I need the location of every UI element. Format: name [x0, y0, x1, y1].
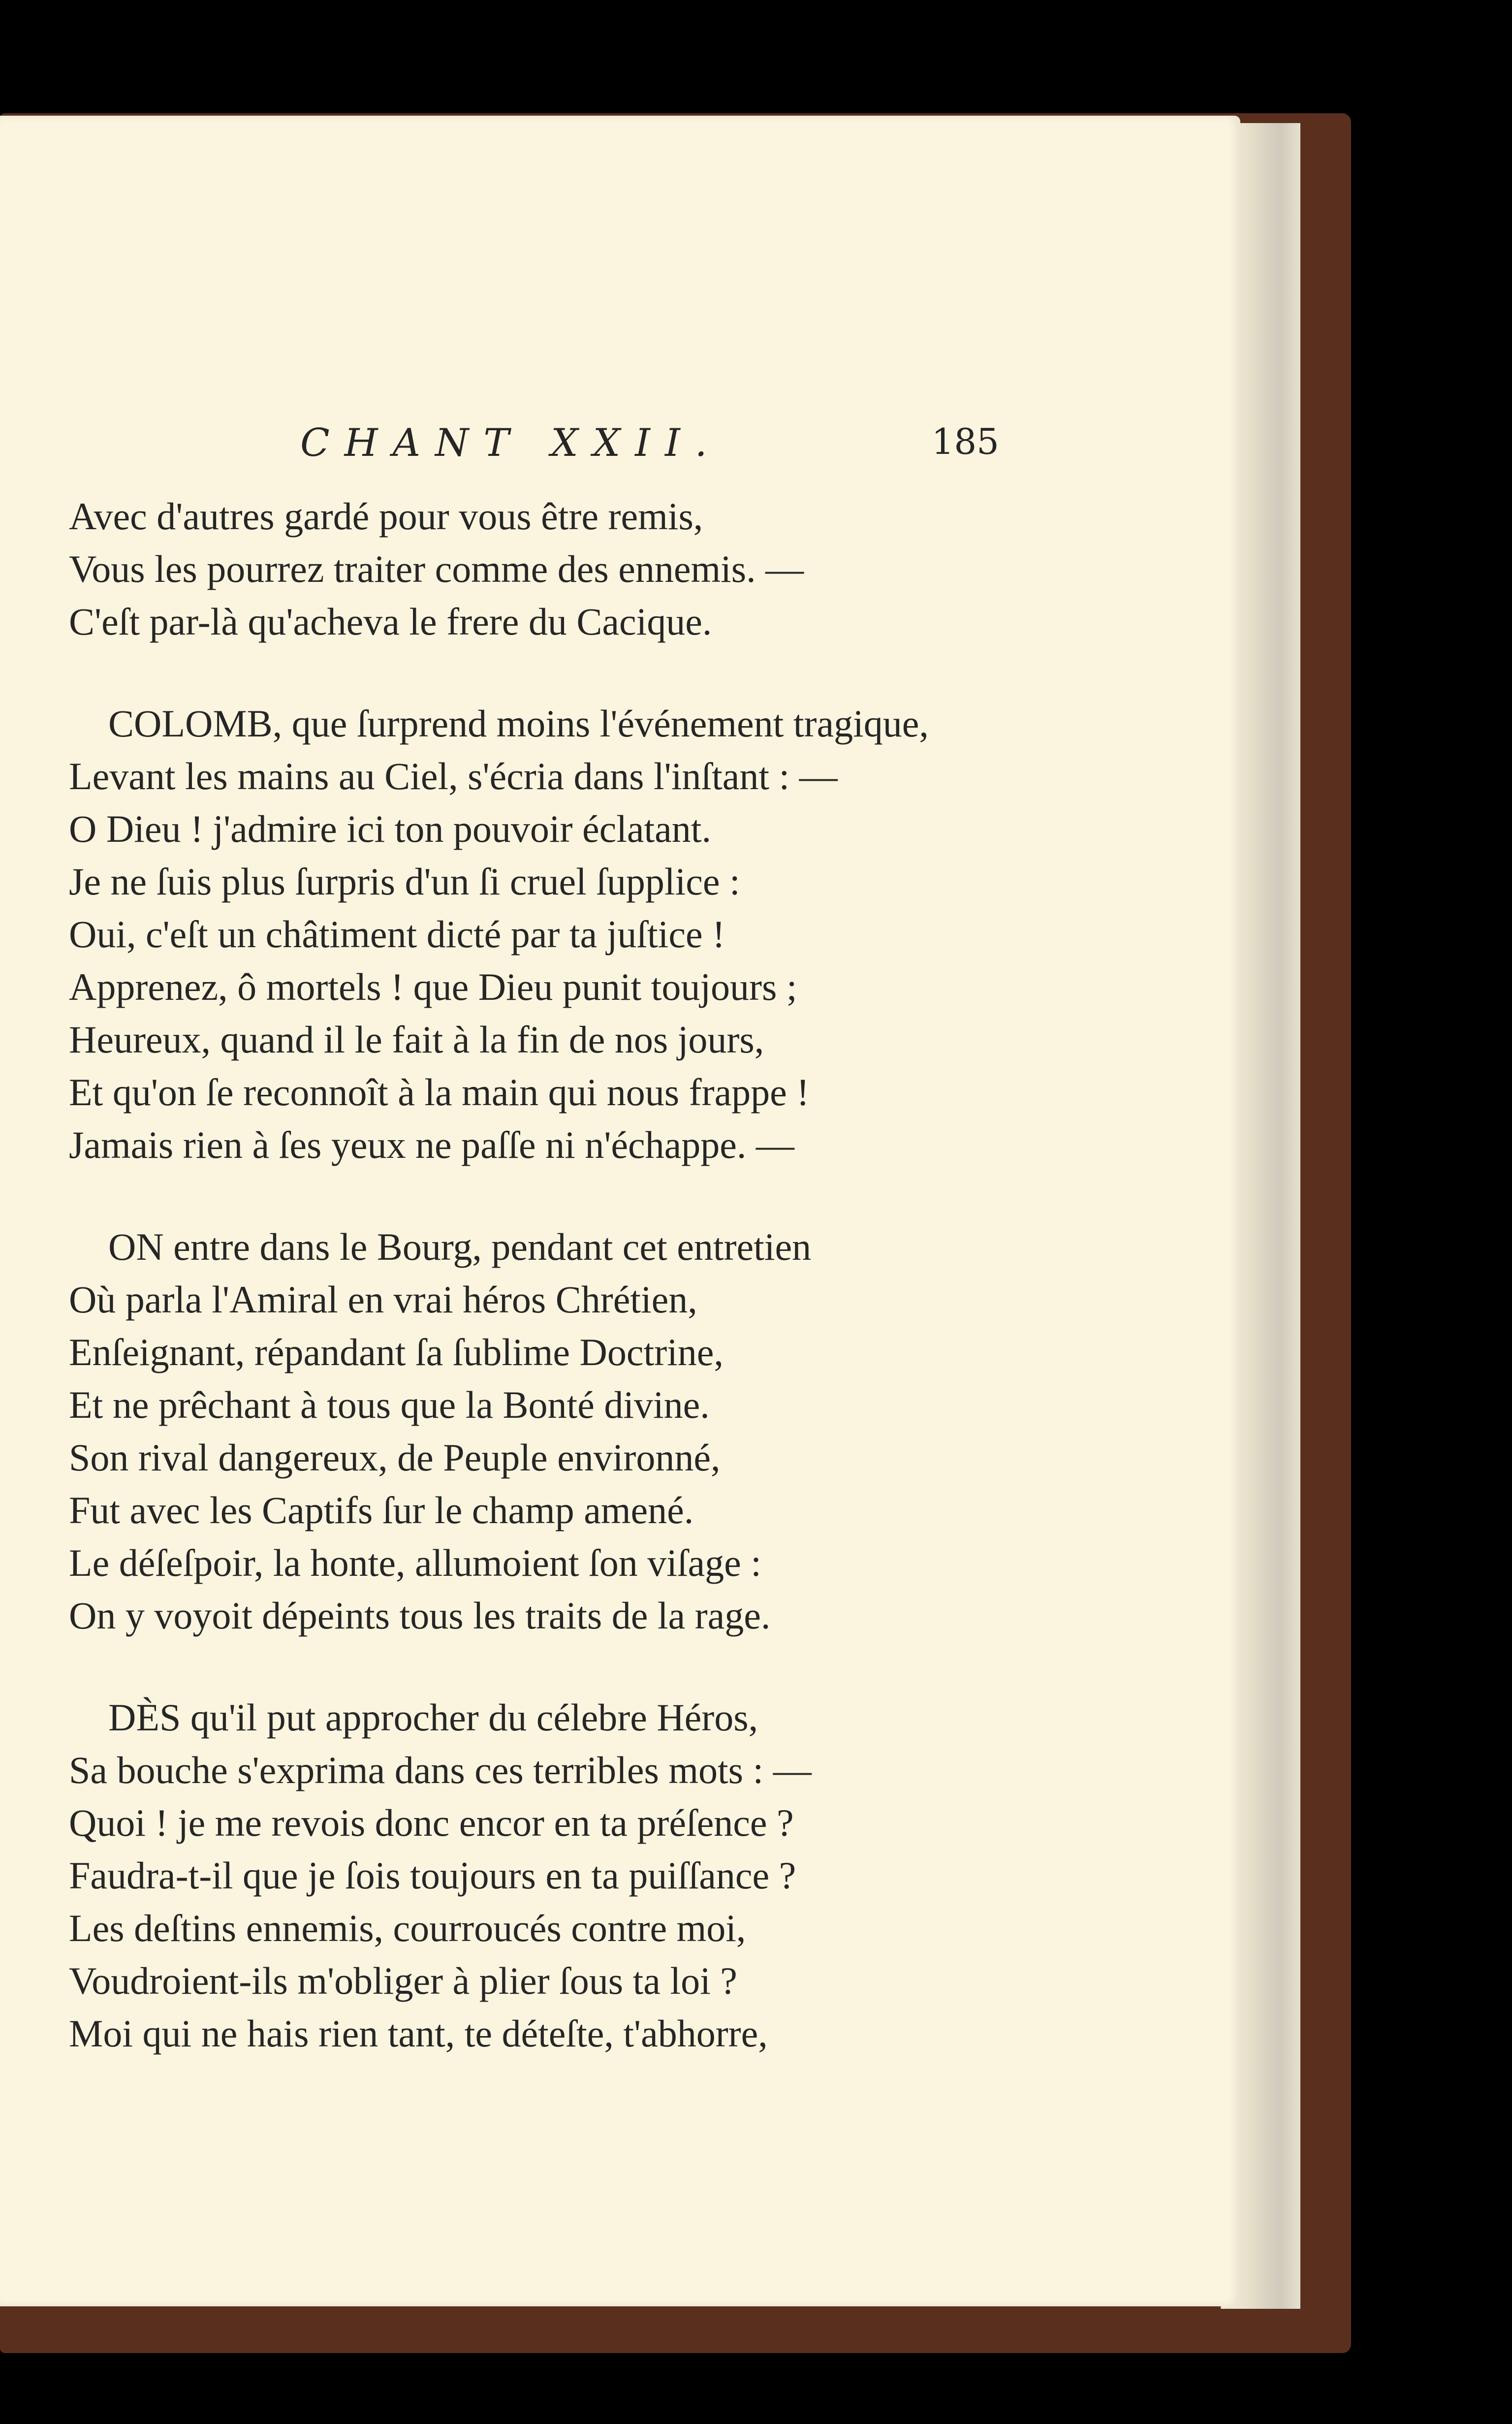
stanza: [69, 1220, 1004, 1642]
verse-line: On y voyoit dépeints tous les traits de la rage.: [69, 1594, 771, 1637]
verse-line: Moi qui ne hais rien tant, te déteſte, t'abhorre,: [69, 2012, 768, 2055]
verse-line: Je ne ſuis plus ſurpris d'un ſi cruel ſupplice :: [69, 860, 740, 903]
poem-text: [69, 490, 1004, 2109]
verse-line: Et qu'on ſe reconnoît à la main qui nous frappe !: [69, 1071, 810, 1114]
verse-line: Jamais rien à ſes yeux ne paſſe ni n'échappe. —: [69, 1123, 794, 1166]
verse-line: COLOMB, que ſurprend moins l'événement tragique,: [108, 702, 929, 745]
verse-line: ON entre dans le Bourg, pendant cet entretien: [108, 1225, 812, 1268]
verse-line: Et ne prêchant à tous que la Bonté divine.: [69, 1383, 710, 1426]
verse-line: Où parla l'Amiral en vrai héros Chrétien,: [69, 1278, 697, 1321]
verse-line: Faudra-t-il que je ſois toujours en ta puiſſance ?: [69, 1854, 796, 1897]
verse-line: DÈS qu'il put approcher du célebre Héros,: [108, 1696, 758, 1739]
verse-line: Enſeignant, répandant ſa ſublime Doctrine,: [69, 1331, 724, 1373]
verse-line: Fut avec les Captifs ſur le champ amené.: [69, 1489, 694, 1531]
stanza: [69, 697, 1004, 1171]
stanza: [69, 490, 1004, 648]
page-number: 185: [931, 421, 999, 462]
verse-line: Oui, c'eſt un châtiment dicté par ta juſtice !: [69, 913, 725, 956]
verse-line: Les deſtins ennemis, courroucés contre moi,: [69, 1907, 746, 1949]
verse-line: Le déſeſpoir, la honte, allumoient ſon viſage :: [69, 1541, 761, 1584]
verse-line: C'eſt par-là qu'acheva le frere du Cacique.: [69, 600, 712, 643]
verse-line: Apprenez, ô mortels ! que Dieu punit toujours ;: [69, 965, 797, 1008]
page-header: [300, 421, 999, 475]
running-title: CHANT XXII.: [300, 421, 722, 465]
stanza: [69, 1691, 1004, 2060]
book-page: [0, 116, 1240, 2306]
verse-line: O Dieu ! j'admire ici ton pouvoir éclatant.: [69, 807, 711, 850]
verse-line: Quoi ! je me revois donc encor en ta préſence ?: [69, 1801, 794, 1844]
verse-line: Heureux, quand il le fait à la fin de nos jours,: [69, 1018, 764, 1061]
verse-line: Son rival dangereux, de Peuple environné,: [69, 1436, 721, 1479]
verse-line: Vous les pourrez traiter comme des ennemis. —: [69, 547, 804, 590]
verse-line: Voudroient-ils m'obliger à plier ſous ta loi ?: [69, 1959, 737, 2002]
verse-line: Levant les mains au Ciel, s'écria dans l'inſtant : —: [69, 755, 838, 797]
verse-line: Sa bouche s'exprima dans ces terribles mots : —: [69, 1749, 812, 1791]
verse-line: Avec d'autres gardé pour vous être remis,: [69, 495, 703, 538]
